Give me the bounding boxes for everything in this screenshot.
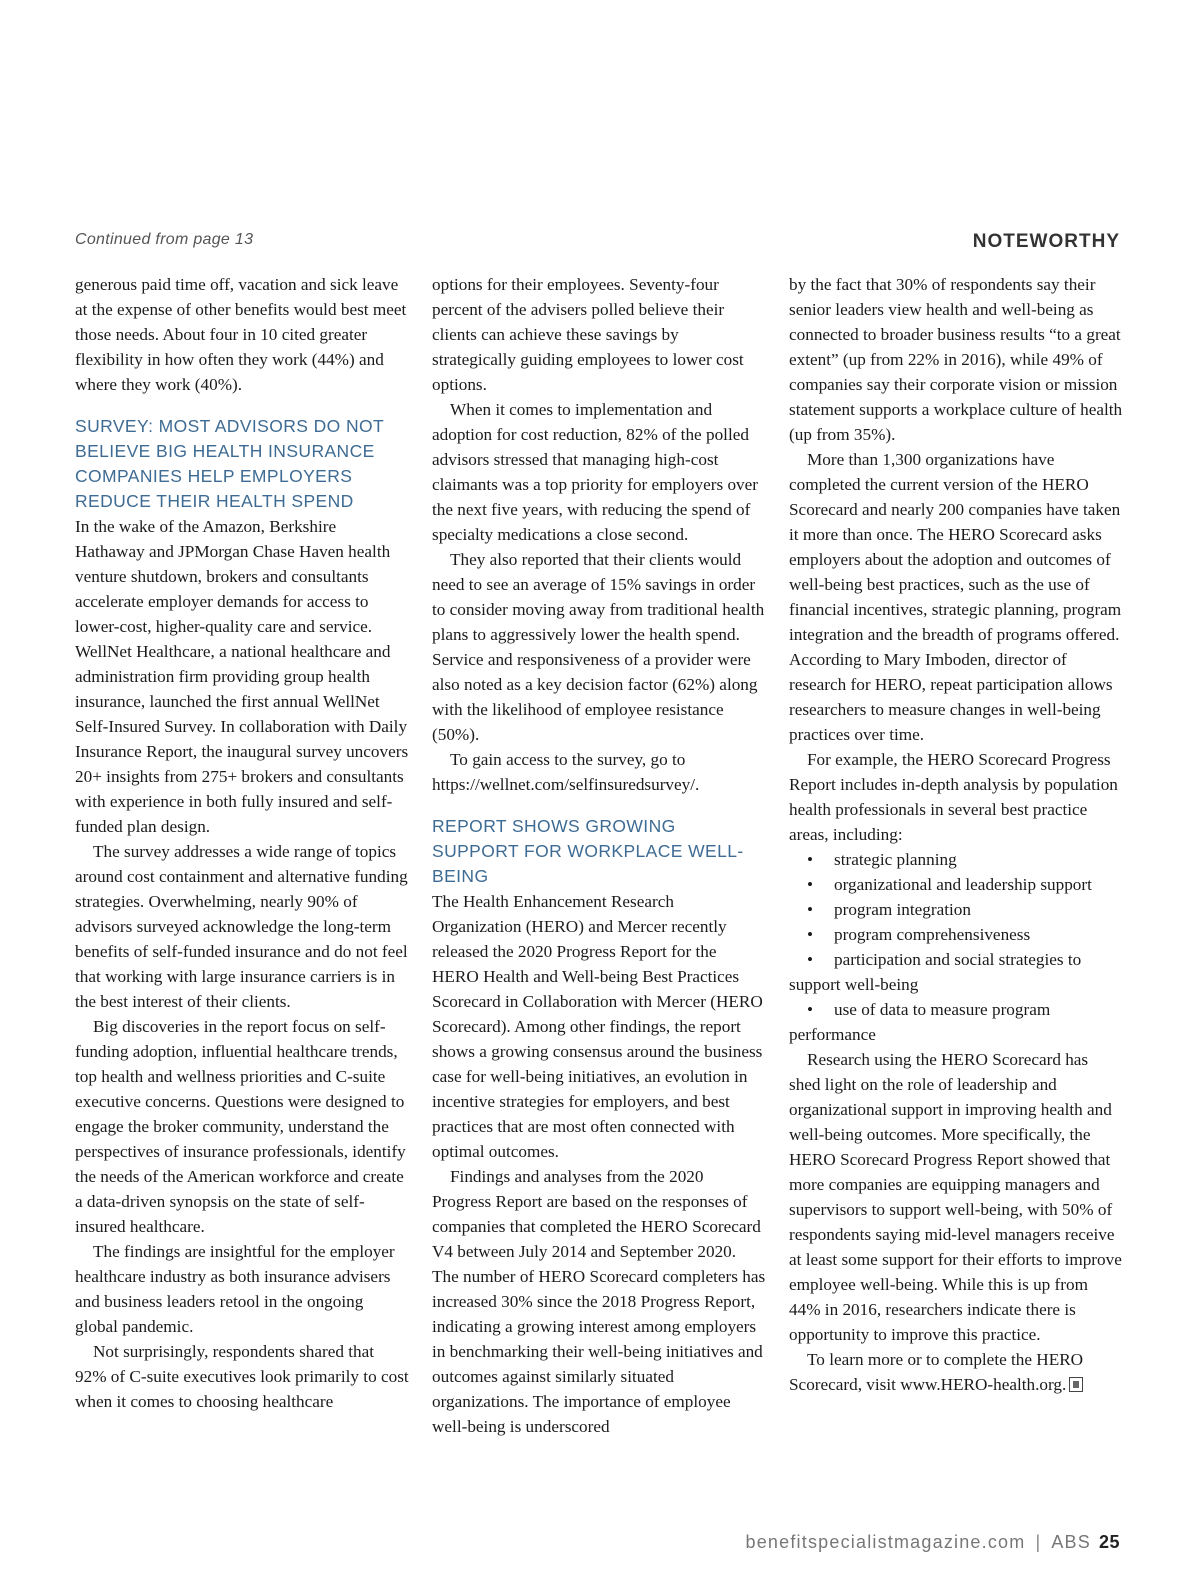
best-practice-list bbox=[789, 847, 1123, 1047]
list-item: • strategic planning bbox=[807, 850, 957, 869]
paragraph: by the fact that 30% of respondents say their senior leaders view health and well-being as connected to broader business results “to a great extent” (up from 22% in 2016), while 49% of companies say their corporate vision or mission statement supports a workplace culture of health (up from 35%). bbox=[789, 275, 1123, 444]
paragraph: The Health Enhancement Research Organization (HERO) and Mercer recently released the 2020 Progress Report for the HERO Health and Well-being Best Practices Scorecard in Collaboration with Mercer (HERO Scorecard). Among other findings, the report shows a growing consensus around the business case for well-being initiatives, an evolution in incentive strategies for employers, and best practices that are most often connected with optimal outcomes. bbox=[432, 892, 763, 1161]
page-number: 25 bbox=[1098, 1532, 1120, 1552]
paragraph: Research using the HERO Scorecard has shed light on the role of leadership and organizational support in improving health and well-being outcomes. More specifically, the HERO Scorecard Progress Report showed that more companies are equipping managers and supervisors to support well-being, with 50% of respondents saying mid-level managers receive at least some support for their efforts to improve employee well-being. While this is up from 44% in 2016, researchers indicate there is opportunity to improve this practice. bbox=[789, 1050, 1122, 1344]
list-item-text: participation and social strategies to support well-being bbox=[789, 950, 1082, 994]
paragraph: When it comes to implementation and adoption for cost reduction, 82% of the polled advisors stressed that managing high-cost claimants was a top priority for employers over the next five years, with reducing the spend of specialty medications a close second. bbox=[432, 400, 758, 544]
section-heading-report: REPORT SHOWS GROWING SUPPORT FOR WORKPLACE WELL-BEING bbox=[432, 816, 744, 886]
paragraph: In the wake of the Amazon, Berkshire Hathaway and JPMorgan Chase Haven health venture shutdown, brokers and consultants accelerate employer demands for access to lower-cost, higher-quality care and service. WellNet Healthcare, a national healthcare and administration firm providing group health insurance, launched the first annual WellNet Self-Insured Survey. In collaboration with Daily Insurance Report, the inaugural survey uncovers 20+ insights from 275+ brokers and consultants with experience in both fully insured and self-funded plan design. bbox=[75, 517, 409, 836]
footer-separator: | bbox=[1035, 1532, 1042, 1552]
article-column-1 bbox=[75, 272, 409, 1414]
paragraph: The survey addresses a wide range of topics around cost containment and alternative funding strategies. Overwhelming, nearly 90% of advisors surveyed acknowledge the long-term benefits of self-funded insurance and do not feel that working with large insurance carriers is in the best interest of their clients. bbox=[75, 842, 408, 1011]
list-item: • program integration bbox=[807, 900, 971, 919]
closing-text: To learn more or to complete the HERO Scorecard, visit www.HERO-health.org. bbox=[789, 1350, 1084, 1394]
list-item-text: strategic planning bbox=[834, 850, 957, 869]
paragraph: generous paid time off, vacation and sick leave at the expense of other benefits would best meet those needs. About four in 10 cited greater flexibility in how often they work (44%) and where they work (40%). bbox=[75, 275, 407, 394]
article-column-3 bbox=[789, 272, 1123, 1397]
paragraph: Not surprisingly, respondents shared that 92% of C-suite executives look primarily to cost when it comes to choosing healthcare bbox=[75, 1342, 409, 1411]
survey-link-paragraph: To gain access to the survey, go to https://wellnet.com/selfinsuredsurvey/. bbox=[432, 750, 700, 794]
closing-paragraph bbox=[789, 1347, 1123, 1397]
section-heading-survey: SURVEY: MOST ADVISORS DO NOT BELIEVE BIG HEALTH INSURANCE COMPANIES HELP EMPLOYERS REDUCE THEIR HEALTH SPEND bbox=[75, 416, 384, 511]
list-item-text: program comprehensiveness bbox=[834, 925, 1031, 944]
section-title: NOTEWORTHY bbox=[972, 231, 1120, 252]
list-item-text: use of data to measure program performance bbox=[789, 1000, 1051, 1044]
list-item: • organizational and leadership support bbox=[807, 875, 1092, 894]
list-item: • participation and social strategies to support well-being bbox=[789, 950, 1082, 994]
end-mark-icon bbox=[1069, 1377, 1083, 1392]
paragraph: Big discoveries in the report focus on self-funding adoption, influential healthcare trends, top health and wellness priorities and C-suite executive concerns. Questions were designed to engage the broker community, understand the perspectives of insurance professionals, identify the needs of the American workforce and create a data-driven synopsis on the state of self-insured healthcare. bbox=[75, 1017, 406, 1236]
list-item-text: program integration bbox=[834, 900, 971, 919]
list-item: • use of data to measure program performance bbox=[789, 1000, 1051, 1044]
continued-from-label: Continued from page 13 bbox=[75, 231, 254, 248]
paragraph: The findings are insightful for the employer healthcare industry as both insurance advisers and business leaders retool in the ongoing global pandemic. bbox=[75, 1242, 395, 1336]
list-item: • program comprehensiveness bbox=[807, 925, 1031, 944]
paragraph: options for their employees. Seventy-four percent of the advisers polled believe their clients can achieve these savings by strategically guiding employees to lower cost options. bbox=[432, 275, 744, 394]
article-column-2 bbox=[432, 272, 766, 1439]
paragraph: They also reported that their clients would need to see an average of 15% savings in order to consider moving away from traditional health plans to aggressively lower the health spend. Service and responsiveness of a provider were also noted as a key decision factor (62%) along with the likelihood of employee resistance (50%). bbox=[432, 550, 765, 744]
paragraph: For example, the HERO Scorecard Progress Report includes in-depth analysis by population health professionals in several best practice areas, including: bbox=[789, 750, 1118, 844]
paragraph: More than 1,300 organizations have completed the current version of the HERO Scorecard and nearly 200 companies have taken it more than once. The HERO Scorecard asks employers about the adoption and outcomes of well-being best practices, such as the use of financial incentives, strategic planning, program integration and the breadth of programs offered. According to Mary Imboden, director of research for HERO, repeat participation allows researchers to measure changes in well-being practices over time. bbox=[789, 450, 1122, 744]
page-footer bbox=[746, 1532, 1120, 1553]
footer-site: benefitspecialistmagazine.com bbox=[745, 1532, 1026, 1552]
footer-magazine: ABS bbox=[1051, 1532, 1091, 1552]
list-item-text: organizational and leadership support bbox=[834, 875, 1092, 894]
paragraph: Findings and analyses from the 2020 Progress Report are based on the responses of companies that completed the HERO Scorecard V4 between July 2014 and September 2020. The number of HERO Scorecard completers has increased 30% since the 2018 Progress Report, indicating a growing interest among employers in benchmarking their well-being initiatives and outcomes against similarly situated organizations. The importance of employee well-being is underscored bbox=[432, 1167, 766, 1436]
